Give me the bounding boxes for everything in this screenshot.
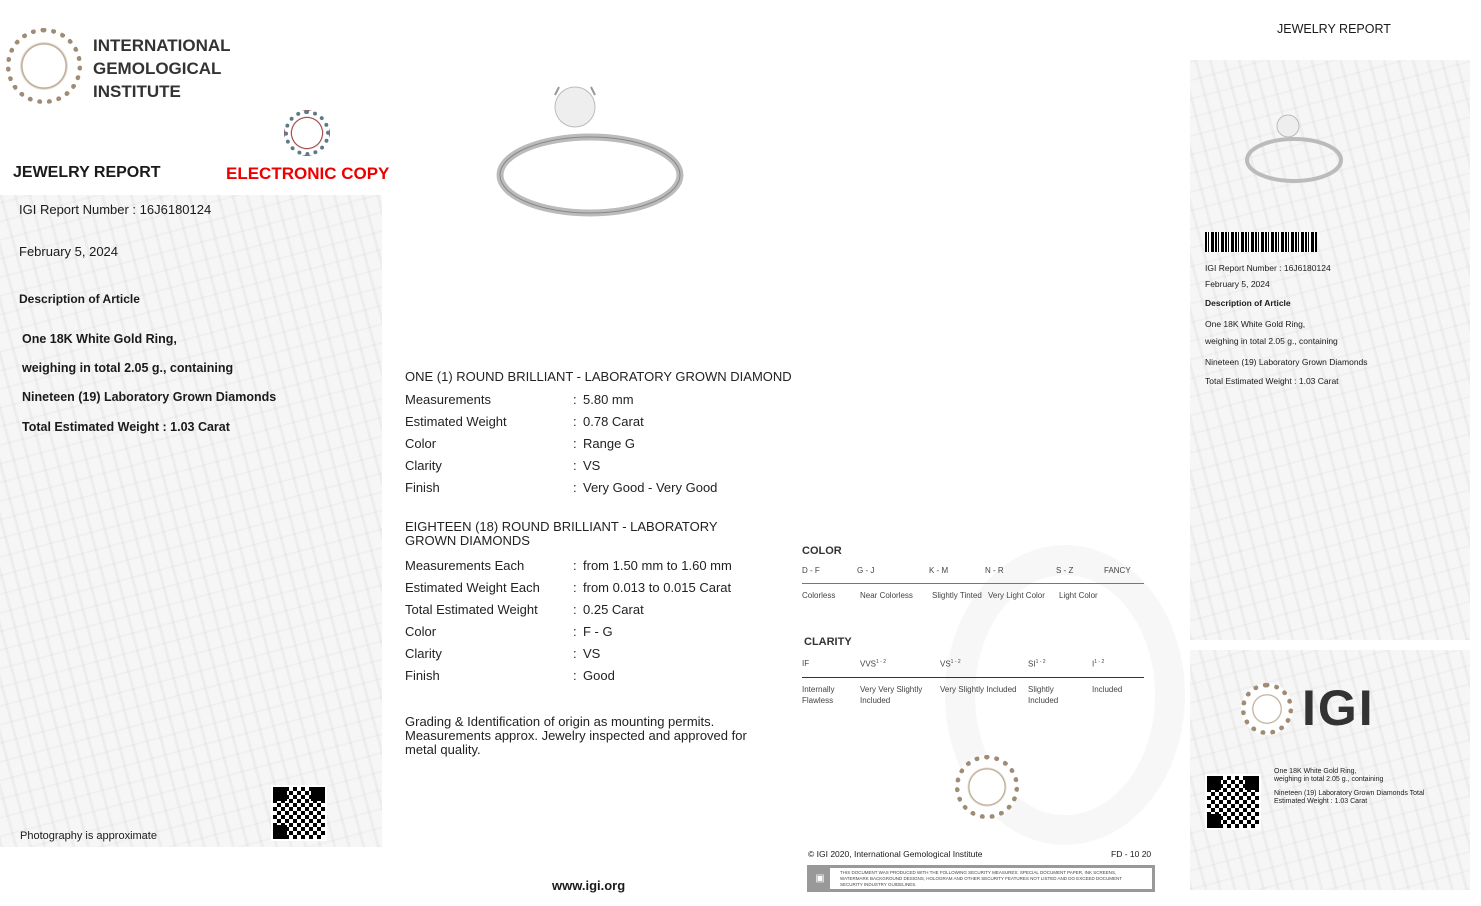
clarity-grade-desc: Slightly Included bbox=[1028, 685, 1059, 705]
clarity-grade-desc: Internally Flawless bbox=[802, 685, 835, 705]
form-code: FD - 10 20 bbox=[1111, 849, 1152, 859]
detail-label: Color bbox=[405, 623, 437, 639]
lock-document-icon: ▣ bbox=[810, 868, 830, 889]
detail-value: F - G bbox=[583, 623, 613, 639]
electronic-copy-label: ELECTRONIC COPY bbox=[226, 164, 390, 183]
detail-label: Clarity bbox=[405, 645, 442, 661]
detail-row bbox=[405, 664, 732, 686]
color-grade: G - J bbox=[857, 566, 875, 575]
color-grade-desc: Very Light Color bbox=[988, 591, 1045, 600]
report-date: February 5, 2024 bbox=[19, 244, 119, 259]
detail-row bbox=[405, 576, 732, 598]
barcode bbox=[1205, 232, 1317, 252]
detail-value: Range G bbox=[583, 435, 636, 451]
clarity-grade-desc: Included bbox=[1092, 685, 1123, 694]
detail-value: VS bbox=[583, 457, 601, 473]
clarity-grade-label: SI bbox=[1028, 659, 1036, 669]
detail-row bbox=[405, 554, 732, 576]
igi-seal-logo bbox=[955, 755, 1019, 819]
clarity-grade-label: VVS bbox=[860, 659, 877, 669]
description-line: weighing in total 2.05 g., containing bbox=[22, 361, 234, 375]
color-grade-desc: Light Color bbox=[1059, 591, 1098, 600]
detail-label: Clarity bbox=[405, 457, 442, 473]
clarity-grade-sup: 1 - 2 bbox=[876, 659, 887, 665]
clarity-grade bbox=[1028, 659, 1046, 669]
detail-label: Color bbox=[405, 435, 437, 451]
stub-details bbox=[1205, 260, 1368, 389]
center-stone-title: ONE (1) ROUND BRILLIANT - LABORATORY GROWN DIAMOND bbox=[405, 369, 792, 384]
igi-seal-logo bbox=[6, 28, 82, 104]
divider bbox=[802, 583, 1144, 584]
detail-label: Total Estimated Weight bbox=[405, 601, 538, 617]
detail-colon: : bbox=[573, 579, 577, 595]
detail-row bbox=[405, 598, 732, 620]
clarity-grade-sup: 1 - 2 bbox=[1035, 659, 1046, 665]
detail-row bbox=[405, 388, 717, 410]
stub-line: One 18K White Gold Ring, bbox=[1205, 319, 1306, 329]
detail-colon: : bbox=[573, 435, 577, 451]
center-stone-details bbox=[405, 388, 717, 498]
detail-value: 5.80 mm bbox=[583, 391, 634, 407]
detail-colon: : bbox=[573, 479, 577, 495]
stub-line: Total Estimated Weight : 1.03 Carat bbox=[1205, 376, 1339, 386]
detail-colon: : bbox=[573, 601, 577, 617]
description-line: Total Estimated Weight : 1.03 Carat bbox=[22, 420, 230, 434]
stub-qr-line: Nineteen (19) Laboratory Grown Diamonds Total Estimated Weight : 1.03 Carat bbox=[1274, 790, 1425, 805]
side-stones-details bbox=[405, 554, 732, 686]
clarity-grade bbox=[940, 659, 961, 669]
color-grade-desc: Colorless bbox=[802, 591, 836, 600]
detail-row bbox=[405, 432, 717, 454]
retail-assured-quality-badge bbox=[284, 110, 330, 156]
stub-qr-line: weighing in total 2.05 g., containing bbox=[1274, 776, 1384, 783]
detail-value: Very Good - Very Good bbox=[583, 479, 718, 495]
detail-label: Measurements bbox=[405, 391, 491, 407]
detail-colon: : bbox=[573, 391, 577, 407]
description-title: Description of Article bbox=[19, 292, 140, 306]
detail-value: from 1.50 mm to 1.60 mm bbox=[583, 557, 732, 573]
clarity-grade bbox=[1092, 659, 1104, 669]
clarity-grade-label: VS bbox=[940, 659, 951, 669]
detail-row bbox=[405, 642, 732, 664]
security-note-box bbox=[807, 865, 1155, 892]
clarity-grade-desc: Very Very Slightly Included bbox=[860, 685, 923, 705]
color-scale bbox=[802, 566, 1144, 626]
color-grade-desc: Slightly Tinted bbox=[932, 591, 982, 600]
clarity-grade bbox=[860, 659, 886, 669]
stub-qr-line: One 18K White Gold Ring, bbox=[1274, 768, 1357, 775]
color-grade: S - Z bbox=[1056, 566, 1074, 575]
photo-note: Photography is approximate bbox=[20, 830, 157, 842]
detail-label: Finish bbox=[405, 479, 440, 495]
color-grade: K - M bbox=[929, 566, 949, 575]
stub-date: February 5, 2024 bbox=[1205, 279, 1270, 289]
report-title: JEWELRY REPORT bbox=[13, 164, 161, 181]
security-note: THIS DOCUMENT WAS PRODUCED WITH THE FOLLOWING SECURITY MEASURES: SPECIAL DOCUMENT PAPER, INK SCREENS, WATERMARK BACKGROUND DESIGNS, HOLOGRAM AND OTHER SECURITY FEATURES NOT LISTED AND DO EXCEED DOCUMENT SECURITY INDUSTRY GUIDELINES. bbox=[840, 869, 1122, 887]
comments: Grading & Identification of origin as mounting permits. Measurements approx. Jewelry inspected and approved for metal quality. bbox=[405, 714, 747, 757]
detail-colon: : bbox=[573, 667, 577, 683]
detail-label: Estimated Weight bbox=[405, 413, 507, 429]
report-number: IGI Report Number : 16J6180124 bbox=[19, 202, 212, 217]
igi-logo-text: IGI bbox=[1302, 680, 1375, 736]
side-stones-title: EIGHTEEN (18) ROUND BRILLIANT - LABORATORY GROWN DIAMONDS bbox=[405, 519, 718, 548]
copyright: © IGI 2020, International Gemological Institute bbox=[808, 849, 983, 859]
igi-seal-logo bbox=[1241, 683, 1293, 735]
stub-line: weighing in total 2.05 g., containing bbox=[1205, 336, 1338, 346]
detail-label: Finish bbox=[405, 667, 440, 683]
detail-value: 0.78 Carat bbox=[583, 413, 644, 429]
clarity-grade-sup: 1 - 2 bbox=[950, 659, 961, 665]
stub-report-number: IGI Report Number : 16J6180124 bbox=[1205, 263, 1331, 273]
ring-thumbnail bbox=[1244, 112, 1344, 184]
detail-row bbox=[405, 476, 717, 498]
detail-colon: : bbox=[573, 623, 577, 639]
detail-value: 0.25 Carat bbox=[583, 601, 644, 617]
clarity-scale bbox=[802, 656, 1144, 716]
ring-photo bbox=[495, 85, 685, 220]
detail-row bbox=[405, 410, 717, 432]
detail-colon: : bbox=[573, 457, 577, 473]
detail-colon: : bbox=[573, 413, 577, 429]
clarity-grade-sup: 1 - 2 bbox=[1094, 659, 1105, 665]
stub-title: JEWELRY REPORT bbox=[1277, 22, 1391, 36]
org-name bbox=[93, 34, 231, 103]
detail-row bbox=[405, 454, 717, 476]
org-name-line: INSTITUTE bbox=[93, 82, 181, 101]
clarity-grade-desc: Very Slightly Included bbox=[940, 685, 1017, 694]
org-name-line: INTERNATIONAL bbox=[93, 36, 231, 55]
detail-value: Good bbox=[583, 667, 615, 683]
divider bbox=[802, 677, 1144, 678]
stub-line: Nineteen (19) Laboratory Grown Diamonds bbox=[1205, 357, 1368, 367]
color-grade: D - F bbox=[802, 566, 820, 575]
color-grade-desc: Near Colorless bbox=[860, 591, 913, 600]
description-line: One 18K White Gold Ring, bbox=[22, 332, 177, 346]
description-line: Nineteen (19) Laboratory Grown Diamonds bbox=[22, 390, 277, 404]
stub-description-title: Description of Article bbox=[1205, 298, 1291, 308]
color-scale-title: COLOR bbox=[802, 545, 842, 557]
clarity-grade-label: IF bbox=[802, 659, 810, 668]
detail-value: VS bbox=[583, 645, 601, 661]
stub-qr-code[interactable] bbox=[1205, 774, 1261, 830]
detail-value: from 0.013 to 0.015 Carat bbox=[583, 579, 732, 595]
clarity-scale-title: CLARITY bbox=[804, 636, 852, 648]
website-link[interactable]: www.igi.org bbox=[552, 878, 626, 893]
detail-colon: : bbox=[573, 645, 577, 661]
color-grade: N - R bbox=[985, 566, 1004, 575]
clarity-grade-label: I bbox=[1092, 659, 1095, 669]
detail-colon: : bbox=[573, 557, 577, 573]
clarity-grade bbox=[802, 659, 809, 668]
org-name-line: GEMOLOGICAL bbox=[93, 59, 222, 78]
detail-label: Estimated Weight Each bbox=[405, 579, 540, 595]
detail-label: Measurements Each bbox=[405, 557, 525, 573]
stub-qr-text bbox=[1274, 768, 1444, 806]
color-grade: FANCY bbox=[1104, 566, 1131, 575]
qr-code[interactable] bbox=[271, 785, 327, 841]
detail-row bbox=[405, 620, 732, 642]
